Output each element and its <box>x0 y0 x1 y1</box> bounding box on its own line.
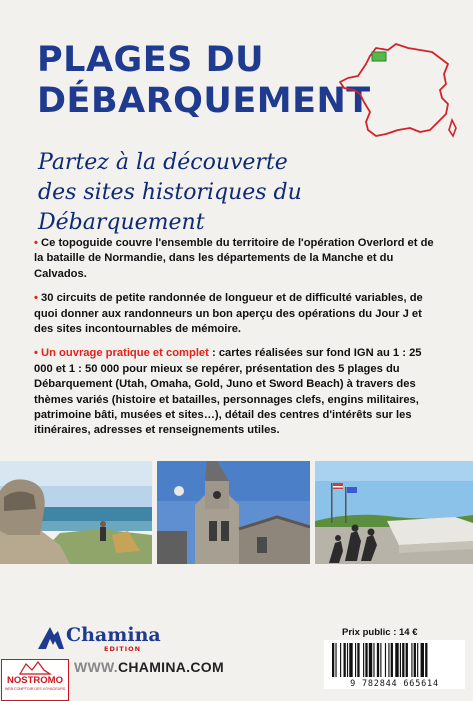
website-prefix: WWW. <box>74 659 118 675</box>
barcode-bar <box>340 643 341 677</box>
website-domain: CHAMINA.COM <box>117 659 224 675</box>
barcode-bar <box>385 643 386 677</box>
barcode-bar <box>365 643 367 677</box>
price-label: Prix public : 14 € <box>342 627 418 638</box>
barcode-bar <box>335 643 336 677</box>
badge-name: NOSTROMO <box>7 675 63 686</box>
bullet-circuits <box>34 291 439 337</box>
barcode-bar <box>380 643 381 677</box>
bullet-coverage <box>34 236 439 282</box>
barcode-bar <box>347 643 348 677</box>
bullet-marker: • <box>34 237 38 249</box>
badge-tagline: WEB COMPTOIR DES VOYAGEURS <box>4 687 66 691</box>
bullet-text: 30 circuits de petite randonnée de longueur et de difficulté variables, de quoi donner aux randonneurs un bon aperçu des opérations du Jour J et des sites incontournables de mémoire. <box>34 292 423 336</box>
title-line-1: PLAGES DU <box>37 40 265 80</box>
barcode-bar <box>369 643 372 677</box>
barcode-bar <box>425 643 427 677</box>
memorial-photo <box>315 461 473 564</box>
publisher-name: Chamina <box>66 624 161 646</box>
barcode-bar <box>400 643 401 677</box>
bullet-marker: • <box>34 347 38 360</box>
bullet-lead: Un ouvrage pratique et complet <box>41 347 209 360</box>
barcode-bar <box>377 643 379 677</box>
barcode-bar <box>355 643 356 677</box>
barcode-bar <box>406 643 408 677</box>
subtitle-line-1: Partez à la découverte <box>38 150 288 175</box>
bunker-coast-photo <box>0 461 152 564</box>
subtitle <box>38 148 458 238</box>
barcode-bar <box>395 643 398 677</box>
bullet-text: : cartes réalisées sur fond IGN au 1 : 25 000 et 1 : 50 000 pour mieux se repérer, présentation des 5 plages du Débarquement (Utah, Omaha, Gold, Juno et Sword Beach) à travers des thèmes variés (histoire et batailles, personnages clefs, engins militaires, patrimoine bâti, musées et sites…), détail des centres d'intérêts sur les itinéraires, adresses et renseignements utiles. <box>34 347 422 437</box>
barcode-bar <box>388 643 389 677</box>
barcode-bar <box>349 643 352 677</box>
title-line-2: DÉBARQUEMENT <box>37 81 371 121</box>
website-url[interactable] <box>74 659 224 675</box>
barcode-bar <box>332 643 334 677</box>
bullet-marker: • <box>34 292 38 305</box>
bullet-practical <box>34 346 439 438</box>
description-bullets <box>34 236 439 448</box>
bullet-text: Ce topoguide couvre l'ensemble du territoire de l'opération Overlord et de la bataille de Normandie, dans les départements de la Manche et du Calvados. <box>34 237 434 280</box>
barcode-bar <box>391 643 393 677</box>
nostromo-badge <box>1 659 69 701</box>
badge-emblem-icon <box>2 660 68 676</box>
book-title <box>37 40 371 122</box>
barcode-bar <box>363 643 364 677</box>
barcode-bar <box>373 643 374 677</box>
barcode-bar <box>414 643 416 677</box>
barcode-bar <box>344 643 346 677</box>
publisher-logo <box>36 623 161 653</box>
church-photo <box>157 461 310 564</box>
barcode-bar <box>417 643 418 677</box>
barcode-bar <box>411 643 412 677</box>
isbn-number: 9 782844 665614 <box>324 679 465 689</box>
publisher-edition: EDITION <box>104 645 142 653</box>
publisher-mark-icon <box>36 623 66 653</box>
barcode-bar <box>357 643 359 677</box>
france-map-icon <box>336 38 460 142</box>
subtitle-line-2: des sites historiques du Débarquement <box>38 180 302 235</box>
barcode-bar <box>421 643 424 677</box>
barcode-bar <box>402 643 404 677</box>
